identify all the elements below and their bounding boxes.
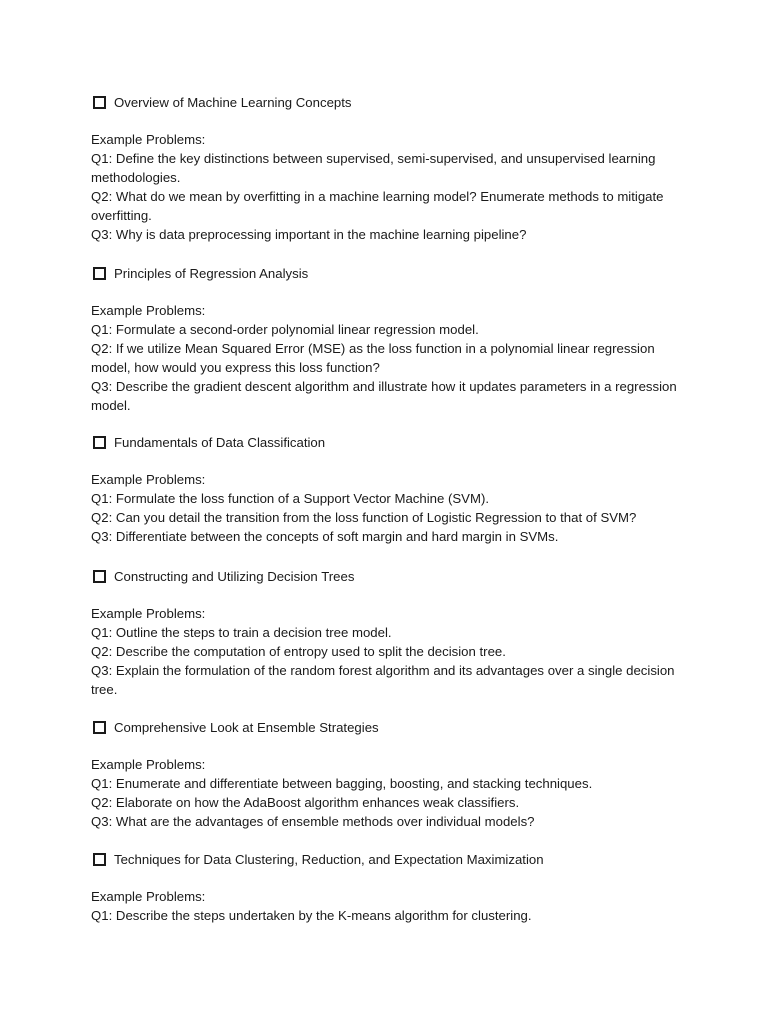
checkbox-icon[interactable] xyxy=(93,436,106,449)
example-problems xyxy=(91,470,701,546)
example-problems xyxy=(91,130,701,244)
topic-section xyxy=(91,264,701,415)
question-item: Q1: Outline the steps to train a decision tree model. xyxy=(91,625,392,640)
example-problems-label: Example Problems: xyxy=(91,472,206,487)
topic-heading-row xyxy=(91,850,701,869)
topic-title: Techniques for Data Clustering, Reduction, and Expectation Maximization xyxy=(114,852,544,867)
checkbox-icon[interactable] xyxy=(93,721,106,734)
topic-section xyxy=(91,718,701,831)
checkbox-icon[interactable] xyxy=(93,853,106,866)
question-item: Q1: Formulate the loss function of a Support Vector Machine (SVM). xyxy=(91,491,490,506)
topic-title: Overview of Machine Learning Concepts xyxy=(114,95,352,110)
question-item: Q2: What do we mean by overfitting in a machine learning model? Enumerate methods to mitigate overfitting. xyxy=(91,189,664,223)
topic-section xyxy=(91,93,701,244)
topic-section xyxy=(91,433,701,546)
topic-title: Constructing and Utilizing Decision Trees xyxy=(114,569,355,584)
question-item: Q2: If we utilize Mean Squared Error (MSE) as the loss function in a polynomial linear regression model, how would you express this loss function? xyxy=(91,341,655,375)
example-problems-label: Example Problems: xyxy=(91,889,206,904)
example-problems xyxy=(91,755,701,831)
question-item: Q1: Enumerate and differentiate between bagging, boosting, and stacking techniques. xyxy=(91,776,593,791)
topic-heading-row xyxy=(91,433,701,452)
topic-title: Fundamentals of Data Classification xyxy=(114,435,326,450)
question-item: Q3: Differentiate between the concepts of soft margin and hard margin in SVMs. xyxy=(91,529,559,544)
example-problems xyxy=(91,887,701,925)
example-problems xyxy=(91,604,701,699)
topic-heading-row xyxy=(91,264,701,283)
topic-title: Comprehensive Look at Ensemble Strategies xyxy=(114,720,379,735)
topic-heading-row xyxy=(91,567,701,586)
checkbox-icon[interactable] xyxy=(93,570,106,583)
checkbox-icon[interactable] xyxy=(93,267,106,280)
question-item: Q2: Elaborate on how the AdaBoost algorithm enhances weak classifiers. xyxy=(91,795,520,810)
topic-section xyxy=(91,850,701,925)
question-item: Q3: Describe the gradient descent algorithm and illustrate how it updates parameters in a regression model. xyxy=(91,379,677,413)
topic-section xyxy=(91,567,701,699)
example-problems xyxy=(91,301,701,415)
question-item: Q3: What are the advantages of ensemble methods over individual models? xyxy=(91,814,535,829)
example-problems-label: Example Problems: xyxy=(91,606,206,621)
question-item: Q1: Define the key distinctions between supervised, semi-supervised, and unsupervised learning methodologies. xyxy=(91,151,656,185)
checkbox-icon[interactable] xyxy=(93,96,106,109)
topic-title: Principles of Regression Analysis xyxy=(114,266,309,281)
question-item: Q1: Formulate a second-order polynomial linear regression model. xyxy=(91,322,479,337)
question-item: Q3: Explain the formulation of the random forest algorithm and its advantages over a single decision tree. xyxy=(91,663,675,697)
example-problems-label: Example Problems: xyxy=(91,303,206,318)
example-problems-label: Example Problems: xyxy=(91,132,206,147)
question-item: Q3: Why is data preprocessing important in the machine learning pipeline? xyxy=(91,227,527,242)
question-item: Q2: Can you detail the transition from the loss function of Logistic Regression to that of SVM? xyxy=(91,510,637,525)
topic-heading-row xyxy=(91,718,701,737)
example-problems-label: Example Problems: xyxy=(91,757,206,772)
question-item: Q1: Describe the steps undertaken by the K-means algorithm for clustering. xyxy=(91,908,532,923)
question-item: Q2: Describe the computation of entropy used to split the decision tree. xyxy=(91,644,506,659)
topic-heading-row xyxy=(91,93,701,112)
